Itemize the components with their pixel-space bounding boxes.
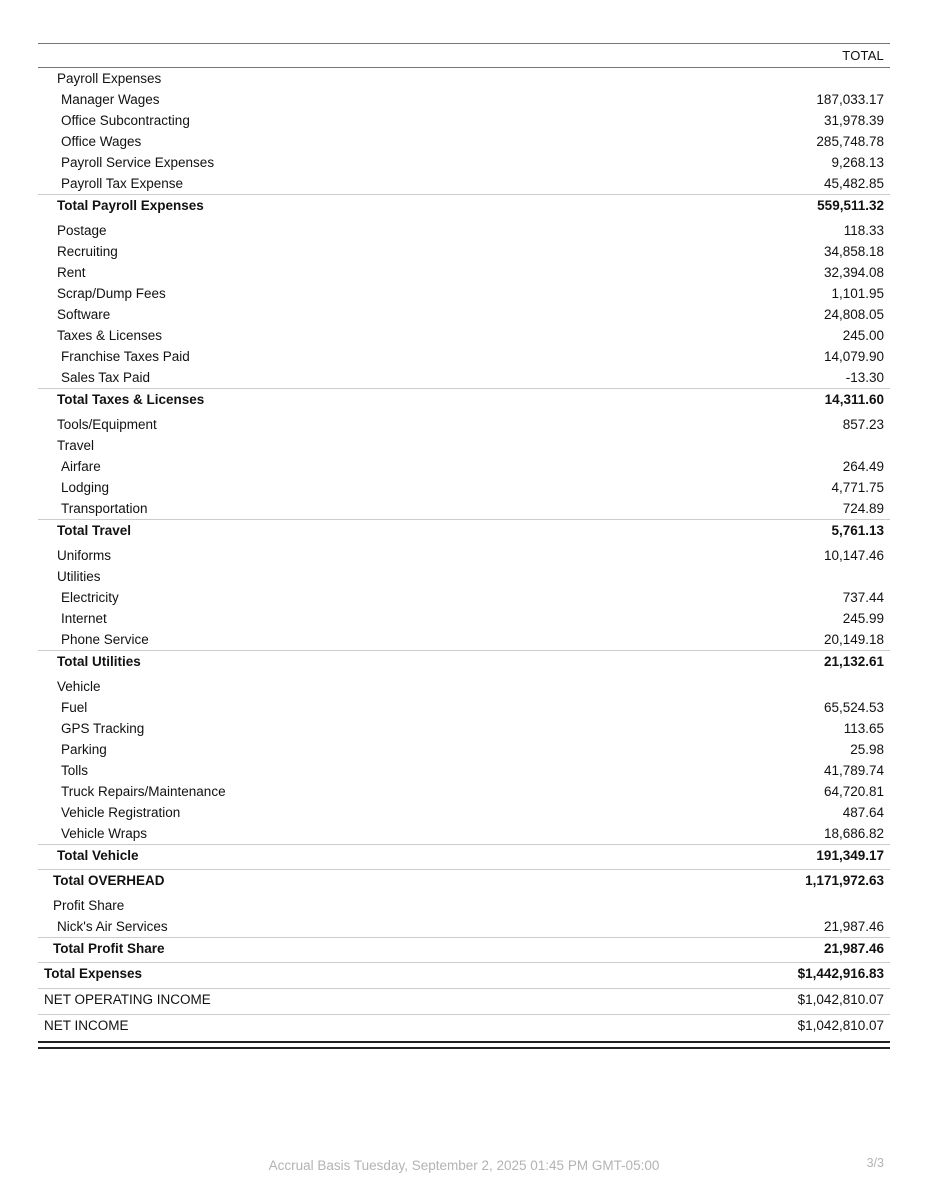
row-amount: 34,858.18 bbox=[823, 244, 884, 259]
line-item-row bbox=[38, 498, 890, 519]
row-amount: 32,394.08 bbox=[823, 265, 884, 280]
line-item-row bbox=[38, 676, 890, 697]
row-amount: 21,987.46 bbox=[823, 919, 884, 934]
row-label: NET OPERATING INCOME bbox=[44, 992, 211, 1007]
row-label: Scrap/Dump Fees bbox=[57, 286, 166, 301]
row-label: Total OVERHEAD bbox=[53, 873, 165, 888]
row-amount: 285,748.78 bbox=[816, 134, 884, 149]
line-item-row bbox=[38, 367, 890, 388]
row-amount: $1,442,916.83 bbox=[797, 966, 884, 981]
total-row bbox=[38, 937, 890, 962]
line-item-row bbox=[38, 545, 890, 566]
row-label: NET INCOME bbox=[44, 1018, 129, 1033]
row-label: Software bbox=[57, 307, 111, 322]
row-label: Electricity bbox=[61, 590, 119, 605]
row-label: Total Vehicle bbox=[57, 848, 139, 863]
line-item-row bbox=[38, 220, 890, 241]
row-label: Total Taxes & Licenses bbox=[57, 392, 205, 407]
line-item-row bbox=[38, 823, 890, 844]
report-rows bbox=[38, 68, 890, 1040]
line-item-row bbox=[38, 760, 890, 781]
row-label: Payroll Tax Expense bbox=[61, 176, 184, 191]
row-amount: 10,147.46 bbox=[823, 548, 884, 563]
row-label: Travel bbox=[57, 438, 95, 453]
row-label: Parking bbox=[61, 742, 107, 757]
row-amount: 64,720.81 bbox=[823, 784, 884, 799]
row-amount: 9,268.13 bbox=[831, 155, 884, 170]
line-item-row bbox=[38, 566, 890, 587]
row-label: Payroll Expenses bbox=[57, 71, 162, 86]
row-amount: 31,978.39 bbox=[823, 113, 884, 128]
row-label: Total Payroll Expenses bbox=[57, 198, 204, 213]
row-amount: 487.64 bbox=[842, 805, 884, 820]
row-amount: 18,686.82 bbox=[823, 826, 884, 841]
row-amount: 14,079.90 bbox=[823, 349, 884, 364]
line-item-row bbox=[38, 68, 890, 89]
line-item-row bbox=[38, 435, 890, 456]
total-row bbox=[38, 650, 890, 675]
row-label: Vehicle Registration bbox=[61, 805, 181, 820]
profit-and-loss-table bbox=[38, 43, 890, 1049]
row-label: Truck Repairs/Maintenance bbox=[61, 784, 226, 799]
total-row bbox=[38, 988, 890, 1014]
row-label: Office Subcontracting bbox=[61, 113, 190, 128]
line-item-row bbox=[38, 241, 890, 262]
row-label: Total Profit Share bbox=[53, 941, 165, 956]
row-amount: 1,171,972.63 bbox=[805, 873, 884, 888]
line-item-row bbox=[38, 89, 890, 110]
row-amount: 118.33 bbox=[843, 223, 884, 238]
line-item-row bbox=[38, 629, 890, 650]
row-label: Internet bbox=[61, 611, 107, 626]
line-item-row bbox=[38, 587, 890, 608]
row-amount: $1,042,810.07 bbox=[797, 1018, 884, 1033]
row-amount: 21,132.61 bbox=[823, 654, 884, 669]
row-amount: 113.65 bbox=[843, 721, 884, 736]
row-amount: 724.89 bbox=[842, 501, 884, 516]
line-item-row bbox=[38, 304, 890, 325]
row-amount: 4,771.75 bbox=[831, 480, 884, 495]
line-item-row bbox=[38, 802, 890, 823]
row-amount: 559,511.32 bbox=[817, 198, 884, 213]
line-item-row bbox=[38, 283, 890, 304]
line-item-row bbox=[38, 608, 890, 629]
row-label: Lodging bbox=[61, 480, 110, 495]
line-item-row bbox=[38, 110, 890, 131]
total-row bbox=[38, 519, 890, 544]
row-amount: 21,987.46 bbox=[823, 941, 884, 956]
row-label: Rent bbox=[57, 265, 86, 280]
total-row bbox=[38, 962, 890, 988]
row-label: Recruiting bbox=[57, 244, 118, 259]
row-label: GPS Tracking bbox=[61, 721, 145, 736]
row-label: Vehicle Wraps bbox=[61, 826, 148, 841]
row-label: Utilities bbox=[57, 569, 101, 584]
row-amount: 65,524.53 bbox=[823, 700, 884, 715]
row-label: Franchise Taxes Paid bbox=[61, 349, 190, 364]
total-row bbox=[38, 844, 890, 869]
row-label: Airfare bbox=[61, 459, 101, 474]
page-number: 3/3 bbox=[866, 1156, 884, 1170]
row-label: Manager Wages bbox=[61, 92, 160, 107]
line-item-row bbox=[38, 325, 890, 346]
line-item-row bbox=[38, 456, 890, 477]
row-amount: 5,761.13 bbox=[831, 523, 884, 538]
line-item-row bbox=[38, 414, 890, 435]
line-item-row bbox=[38, 916, 890, 937]
row-label: Sales Tax Paid bbox=[61, 370, 151, 385]
row-label: Tools/Equipment bbox=[57, 417, 157, 432]
line-item-row bbox=[38, 262, 890, 283]
row-amount: 191,349.17 bbox=[816, 848, 884, 863]
total-row bbox=[38, 388, 890, 413]
row-label: Total Expenses bbox=[44, 966, 143, 981]
row-amount: 245.00 bbox=[842, 328, 884, 343]
row-label: Nick's Air Services bbox=[57, 919, 168, 934]
row-label: Total Travel bbox=[57, 523, 132, 538]
row-amount: 45,482.85 bbox=[823, 176, 884, 191]
row-amount: -13.30 bbox=[845, 370, 884, 385]
total-column-label: TOTAL bbox=[842, 48, 884, 63]
line-item-row bbox=[38, 152, 890, 173]
row-amount: 14,311.60 bbox=[824, 392, 884, 407]
double-rule bbox=[38, 1041, 890, 1049]
row-label: Tolls bbox=[61, 763, 89, 778]
line-item-row bbox=[38, 718, 890, 739]
row-amount: 20,149.18 bbox=[823, 632, 884, 647]
line-item-row bbox=[38, 173, 890, 194]
row-amount: 24,808.05 bbox=[823, 307, 884, 322]
row-label: Uniforms bbox=[57, 548, 112, 563]
row-amount: 857.23 bbox=[842, 417, 884, 432]
row-label: Office Wages bbox=[61, 134, 142, 149]
row-label: Fuel bbox=[61, 700, 88, 715]
column-header bbox=[38, 44, 890, 68]
row-label: Profit Share bbox=[53, 898, 125, 913]
line-item-row bbox=[38, 739, 890, 760]
line-item-row bbox=[38, 781, 890, 802]
line-item-row bbox=[38, 895, 890, 916]
row-label: Transportation bbox=[61, 501, 148, 516]
row-label: Vehicle bbox=[57, 679, 101, 694]
total-row bbox=[38, 869, 890, 894]
row-label: Postage bbox=[57, 223, 107, 238]
row-amount: 1,101.95 bbox=[831, 286, 884, 301]
row-amount: 25.98 bbox=[850, 742, 884, 757]
line-item-row bbox=[38, 346, 890, 367]
row-label: Taxes & Licenses bbox=[57, 328, 163, 343]
row-amount: 737.44 bbox=[842, 590, 884, 605]
line-item-row bbox=[38, 477, 890, 498]
line-item-row bbox=[38, 131, 890, 152]
row-label: Total Utilities bbox=[57, 654, 141, 669]
total-row bbox=[38, 1014, 890, 1040]
row-label: Payroll Service Expenses bbox=[61, 155, 215, 170]
footer-basis-timestamp: Accrual Basis Tuesday, September 2, 2025 01:45 PM GMT-05:00 bbox=[268, 1158, 660, 1173]
line-item-row bbox=[38, 697, 890, 718]
total-row bbox=[38, 194, 890, 219]
row-amount: 187,033.17 bbox=[816, 92, 884, 107]
row-label: Phone Service bbox=[61, 632, 149, 647]
row-amount: 41,789.74 bbox=[823, 763, 884, 778]
row-amount: 264.49 bbox=[842, 459, 884, 474]
row-amount: $1,042,810.07 bbox=[797, 992, 884, 1007]
row-amount: 245.99 bbox=[842, 611, 884, 626]
